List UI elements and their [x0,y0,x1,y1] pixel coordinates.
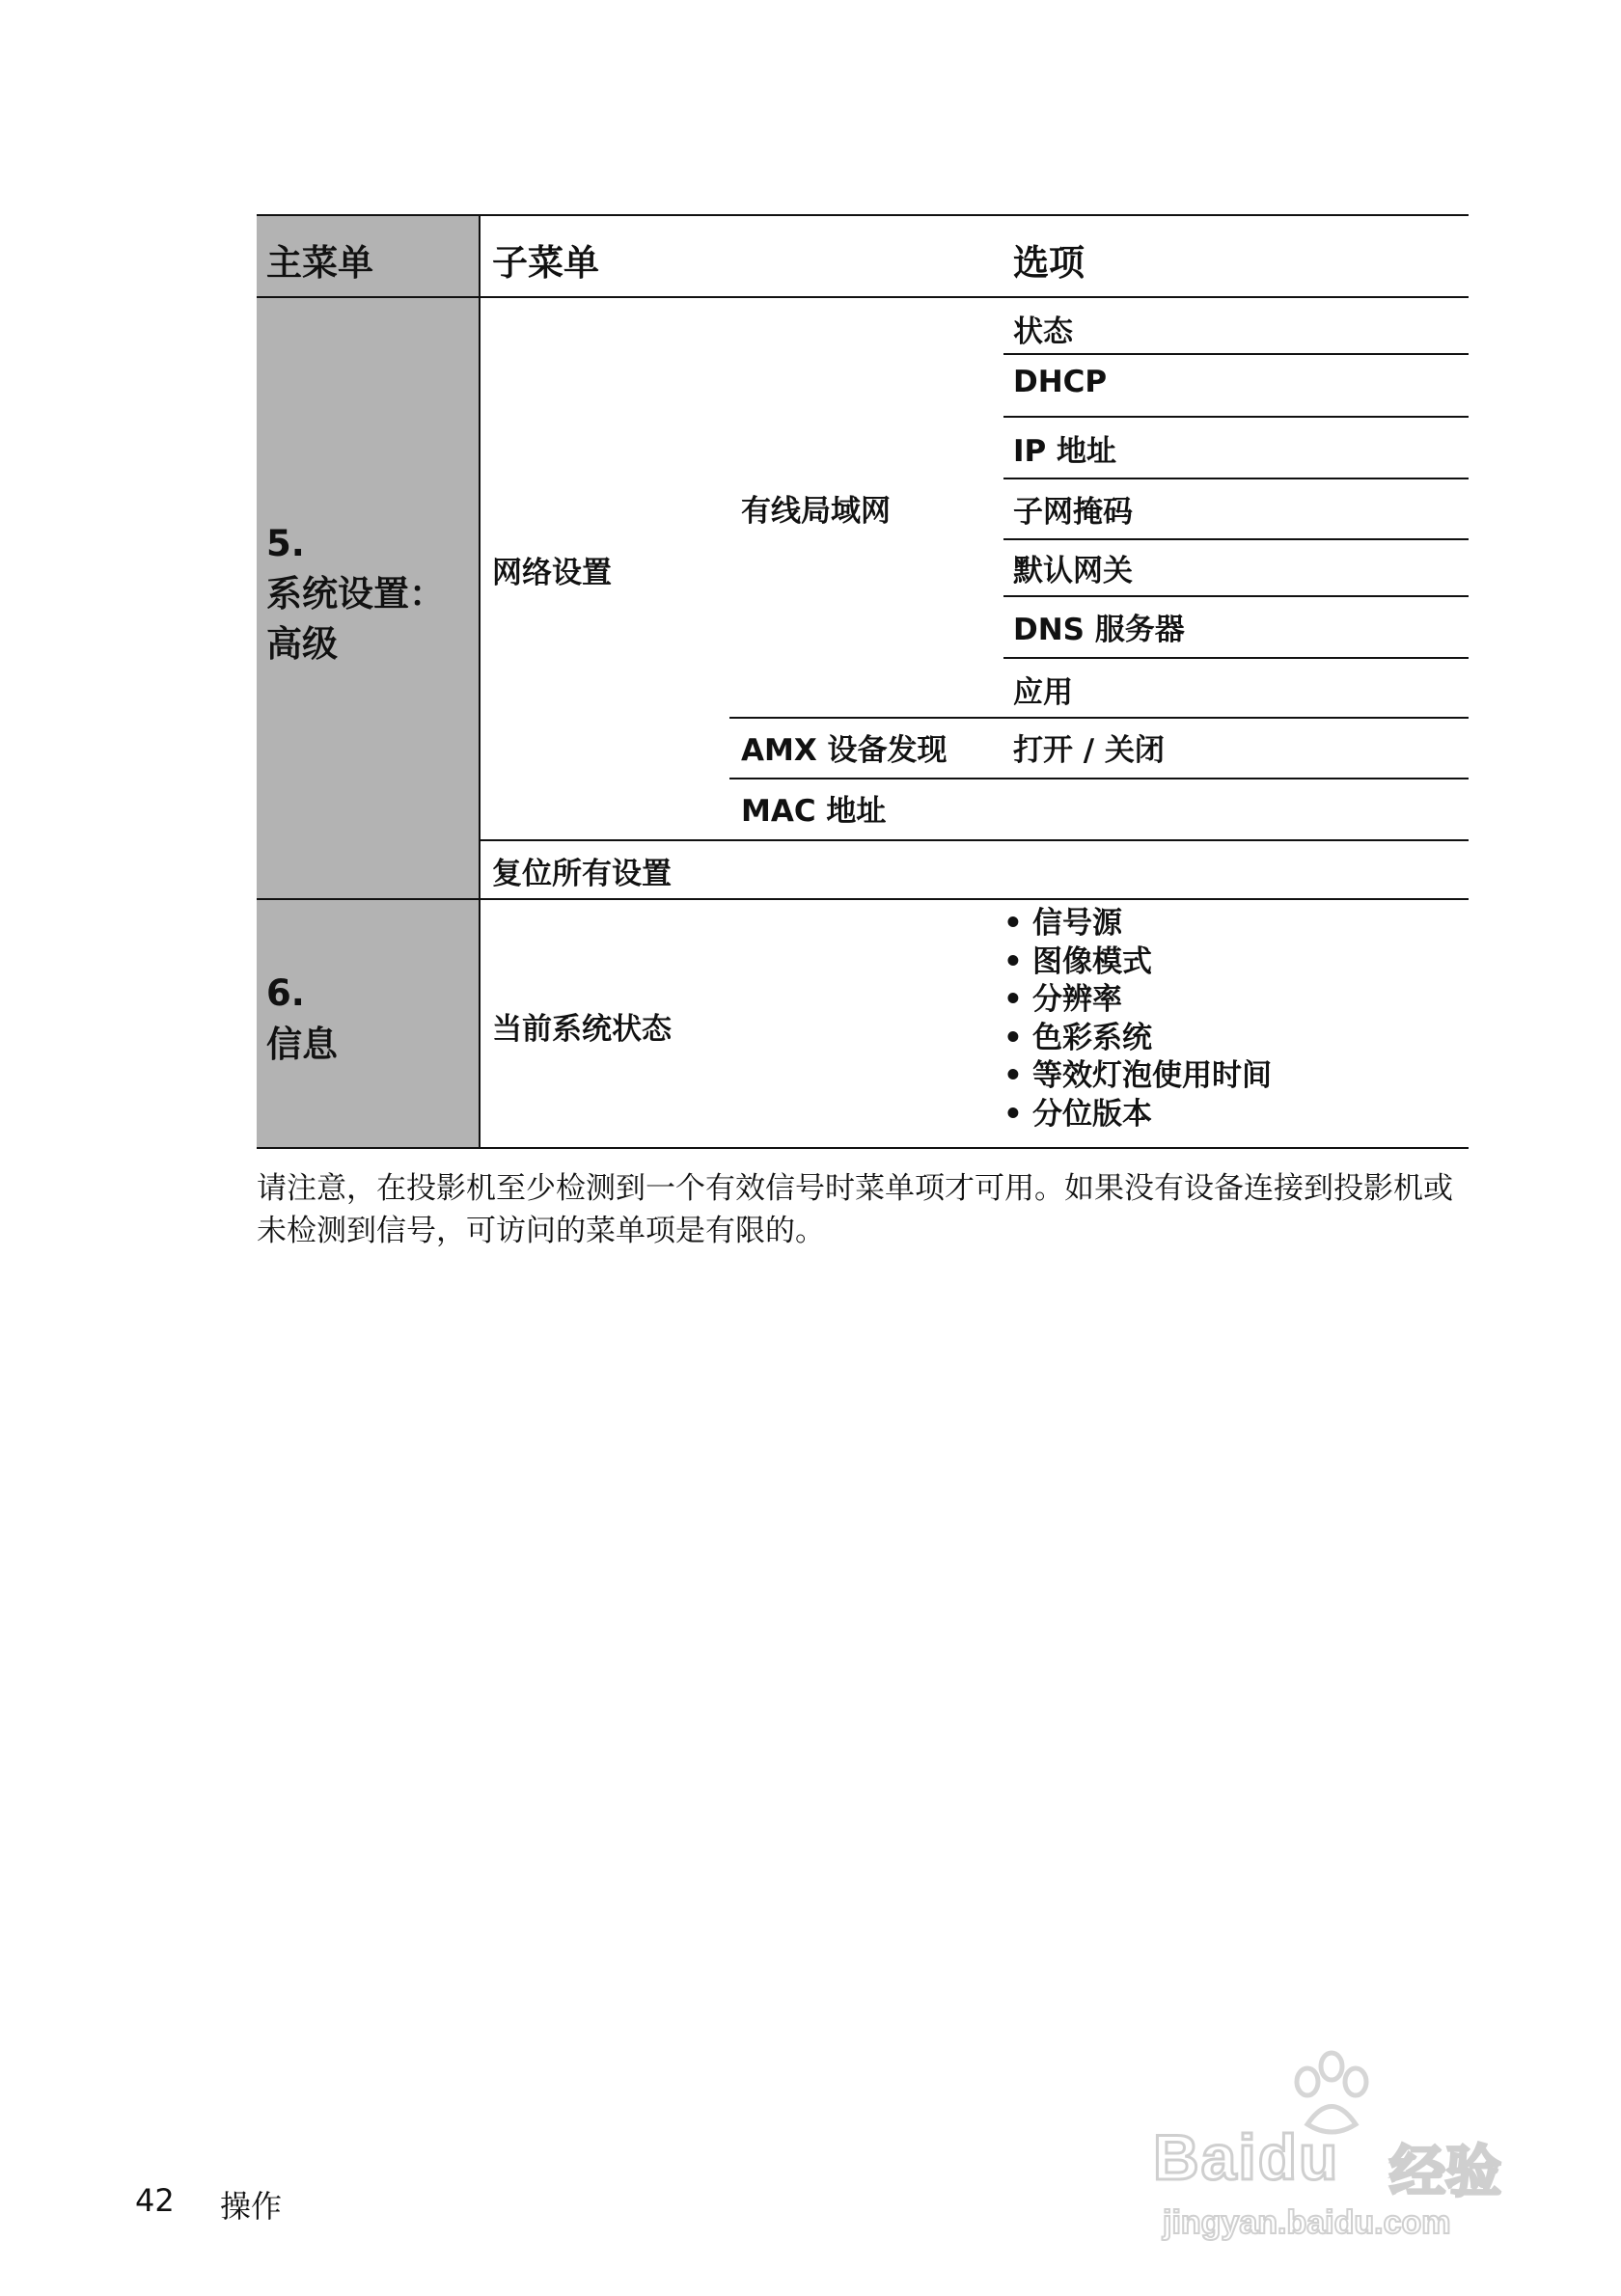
watermark-product: 经验 [1389,2139,1502,2204]
section6-title: 信息 [266,1024,338,1065]
submenu-reset-all: 复位所有设置 [492,857,672,891]
header-main-menu: 主菜单 [266,242,373,284]
opt-rule-2 [1003,416,1469,418]
opt-rule-1 [1003,353,1469,355]
opt-rule-3 [1003,478,1469,479]
header-options: 选项 [1013,242,1085,284]
submenu-amx: AMX 设备发现 [741,733,948,768]
option-apply: 应用 [1013,675,1073,710]
amx-bottom-rule [729,778,1469,779]
section6-number: 6. [266,972,305,1014]
opt-rule-5 [1003,595,1469,597]
list-item: • 等效灯泡使用时间 [1003,1057,1272,1096]
option-amx-on-off: 打开 / 关闭 [1013,733,1165,768]
opt-rule-6 [1003,657,1469,659]
watermark-url: jingyan.baidu.com [1163,2204,1451,2241]
section5-number: 5. [266,523,305,564]
lan-bottom-rule [729,717,1469,719]
baidu-watermark [1153,2045,1539,2257]
option-dhcp: DHCP [1013,365,1108,399]
main-col-divider [479,214,481,1148]
option-default-gateway: 默认网关 [1013,554,1133,588]
option-subnet-mask: 子网掩码 [1013,495,1133,530]
list-item: • 色彩系统 [1003,1020,1272,1058]
submenu-wired-lan: 有线局域网 [741,494,891,529]
header-sub-menu: 子菜单 [492,242,599,284]
submenu-mac-address: MAC 地址 [741,794,887,829]
option-dns-server: DNS 服务器 [1013,613,1185,647]
submenu-network-settings: 网络设置 [492,556,612,590]
footer-section-label: 操作 [220,2188,283,2225]
opt-rule-4 [1003,538,1469,540]
system-status-list [1003,905,1272,1134]
list-item: • 信号源 [1003,905,1272,943]
list-item: • 图像模式 [1003,943,1272,982]
submenu-current-system-status: 当前系统状态 [492,1012,672,1047]
table-bottom-rule [257,1147,1469,1149]
network-bottom-rule [479,839,1469,841]
list-item: • 分辨率 [1003,981,1272,1020]
option-ip-address: IP 地址 [1013,434,1117,469]
section5-bottom-rule [257,898,1469,900]
section5-title-line2: 高级 [266,623,338,665]
list-item: • 分位版本 [1003,1096,1272,1134]
option-status: 状态 [1013,314,1073,349]
availability-note: 请注意，在投影机至少检测到一个有效信号时菜单项才可用。如果没有设备连接到投影机或未检测到信号，可访问的菜单项是有限的。 [257,1171,1453,1248]
table-top-rule [257,214,1469,216]
watermark-brand: Baidu [1153,2121,1340,2193]
page-number: 42 [135,2182,175,2219]
header-bottom-rule [257,296,1469,298]
section5-title-line1: 系统设置： [266,573,445,615]
